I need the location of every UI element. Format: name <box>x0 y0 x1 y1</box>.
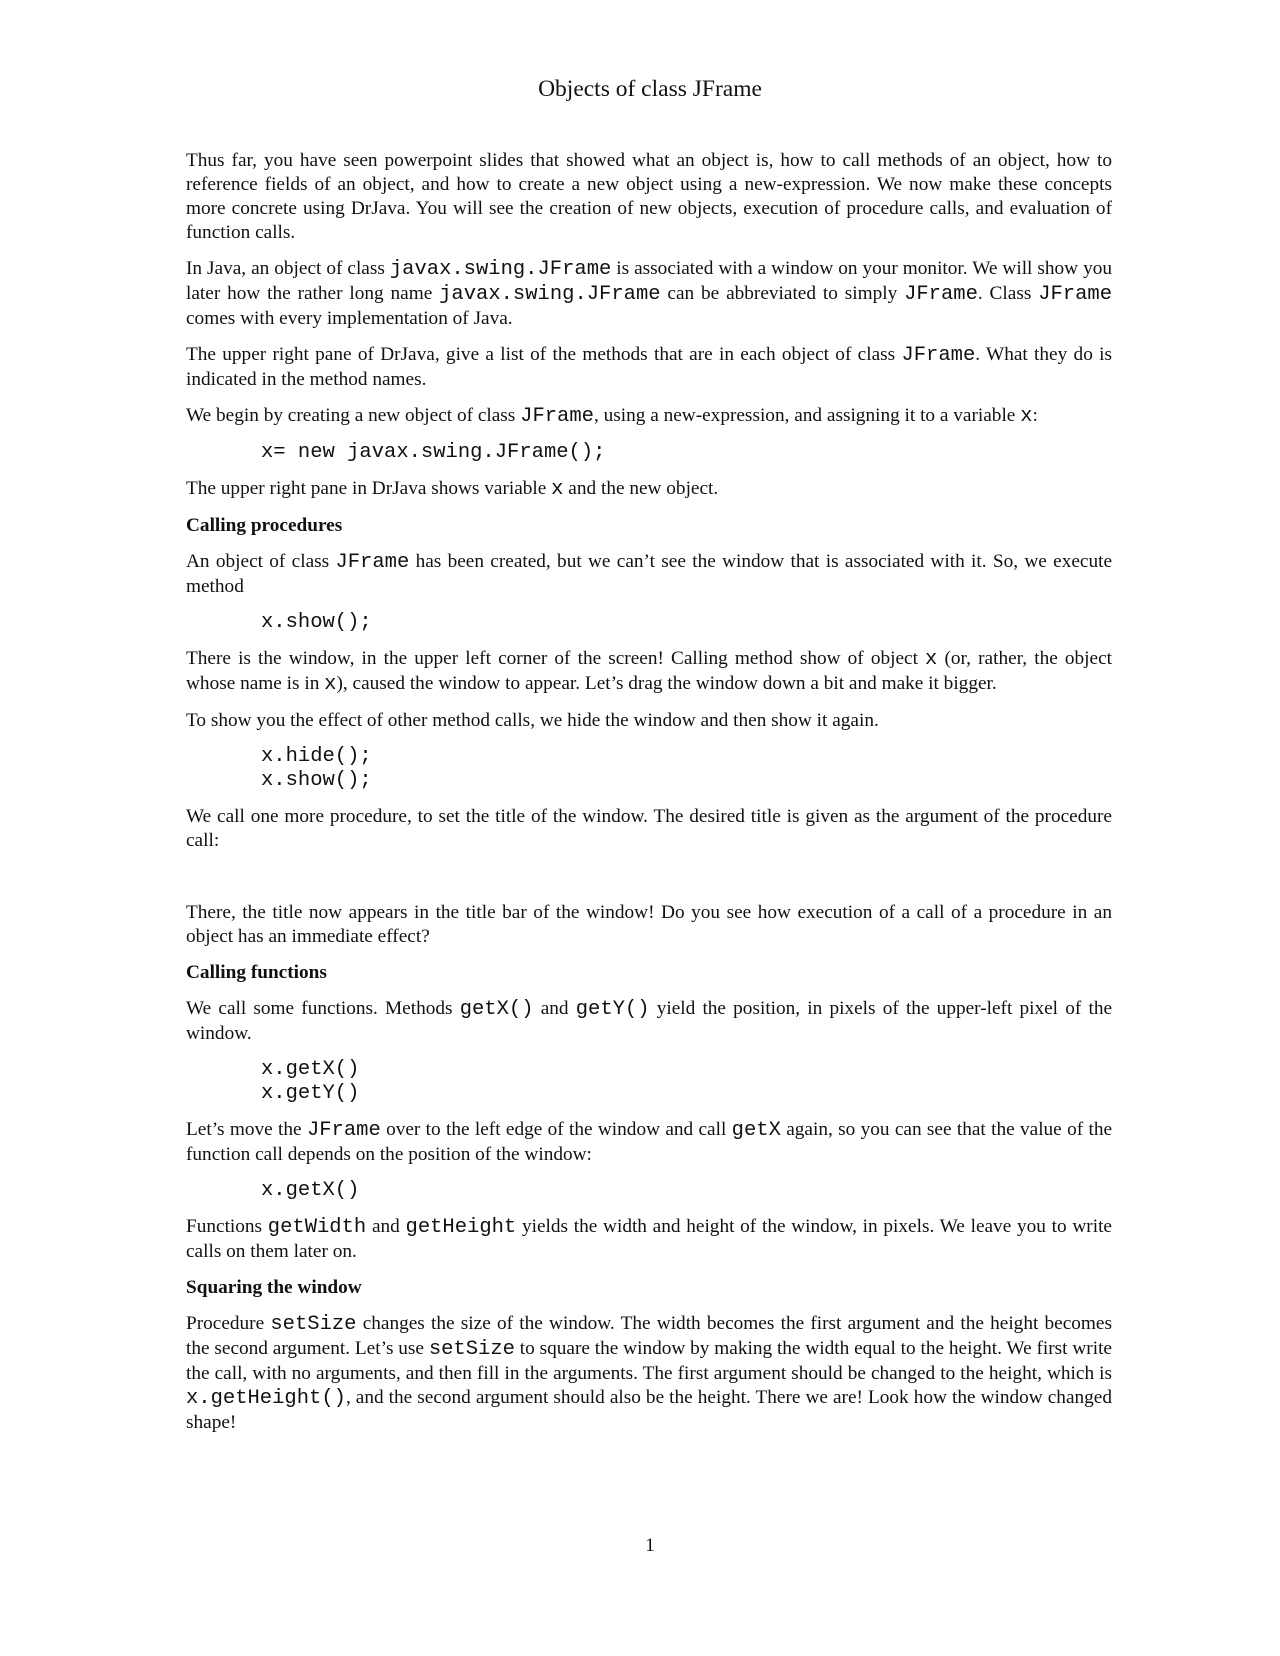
inline-code: JFrame <box>520 405 594 428</box>
inline-code: x <box>1020 405 1033 428</box>
code-block-show <box>261 611 1112 635</box>
text: There is the window, in the upper left corner of the screen! Calling method show of object <box>186 648 926 669</box>
section-heading-calling-functions: Calling functions <box>186 962 327 983</box>
text: An object of class <box>186 551 336 572</box>
paragraph-move-jframe <box>186 1118 1112 1167</box>
text: and <box>533 998 576 1019</box>
inline-code: JFrame <box>901 344 976 367</box>
inline-code: setSize <box>270 1313 357 1336</box>
page-number: 1 <box>645 1535 655 1556</box>
inline-code: x.getHeight() <box>186 1387 346 1410</box>
inline-code: getX() <box>459 998 534 1021</box>
inline-code: JFrame <box>335 551 410 574</box>
code-line: x= new javax.swing.JFrame(); <box>261 441 606 464</box>
text: Let’s move the <box>186 1119 307 1140</box>
text: yields the width and height of the window, in pixels. We leave you to write calls on them later on. <box>186 1216 1112 1262</box>
section-heading-calling-procedures: Calling procedures <box>186 515 343 536</box>
text: to square the window by making the width equal to the height. We first write the call, with no arguments, and then fill in the arguments. The first argument should be changed to the height, which is <box>186 1338 1112 1384</box>
code-line: x.show(); <box>261 611 372 634</box>
inline-code: getX <box>731 1119 781 1142</box>
page-title: Objects of class JFrame <box>538 76 762 102</box>
paragraph-set-title: We call one more procedure, to set the title of the window. The desired title is given as the argument of the procedure call: <box>186 806 1112 851</box>
code-block-new-jframe <box>261 441 1112 465</box>
text: can be abbreviated to simply <box>660 283 905 304</box>
paragraph-execute-method <box>186 550 1112 599</box>
text: Procedure <box>186 1313 271 1334</box>
text: again, so you can see that the value of the function call depends on the position of the window: <box>186 1119 1113 1165</box>
inline-code: x <box>324 673 337 696</box>
paragraph-jframe-class <box>186 257 1112 331</box>
inline-code: x <box>551 478 564 501</box>
document-body <box>186 149 1112 1447</box>
text: over to the left edge of the window and call <box>380 1119 732 1140</box>
paragraph-setsize <box>186 1312 1112 1435</box>
text: The upper right pane in DrJava shows variable <box>186 478 552 499</box>
text: Functions <box>186 1216 268 1237</box>
code-block-hide-show <box>261 745 1112 793</box>
paragraph-width-height <box>186 1215 1112 1264</box>
text: yield the position, in pixels of the upper-left pixel of the window. <box>186 998 1113 1044</box>
inline-code: setSize <box>428 1338 515 1361</box>
paragraph-getx-gety <box>186 997 1112 1046</box>
paragraph-hide-show: To show you the effect of other method calls, we hide the window and then show it again. <box>186 710 879 731</box>
text: . Class <box>977 283 1039 304</box>
text: The upper right pane of DrJava, give a list of the methods that are in each object of class <box>186 344 902 365</box>
paragraph-variable-x <box>186 477 1112 502</box>
code-block-getx <box>261 1179 1112 1203</box>
paragraph-new-expression <box>186 404 1112 429</box>
paragraph-intro: Thus far, you have seen powerpoint slides that showed what an object is, how to call methods of an object, how to reference fields of an object, and how to create a new object using a new-expression. We now make these concepts more concrete using DrJava. You will see the creation of new objects, execution of procedure calls, and evaluation of function calls. <box>186 150 1112 243</box>
text: , using a new-expression, and assigning it to a variable <box>593 405 1021 426</box>
text: is associated with a window on your monitor. We will show you later how the rather long name <box>186 258 1112 304</box>
paragraph-upper-right-pane <box>186 343 1112 392</box>
inline-code: JFrame <box>904 283 978 306</box>
text: We begin by creating a new object of class <box>186 405 521 426</box>
section-heading-squaring-window: Squaring the window <box>186 1277 362 1298</box>
blank-space <box>186 865 1112 901</box>
code-line: x.getY() <box>261 1082 360 1105</box>
inline-code: javax.swing.JFrame <box>439 283 661 306</box>
text: ), caused the window to appear. Let’s drag the window down a bit and make it bigger. <box>336 673 997 694</box>
text: changes the size of the window. The width becomes the first argument and the height becomes the second argument. Let’s use <box>186 1313 1112 1359</box>
text: comes with every implementation of Java. <box>186 308 513 329</box>
text: , and the second argument should also be the height. There we are! Look how the window changed shape! <box>186 1387 1112 1433</box>
text: In Java, an object of class <box>186 258 390 279</box>
text: We call some functions. Methods <box>186 998 460 1019</box>
paragraph-window-appears <box>186 647 1112 697</box>
text: : <box>1032 405 1038 426</box>
code-line: x.hide(); <box>261 745 372 768</box>
inline-code: javax.swing.JFrame <box>389 258 612 281</box>
inline-code: x <box>925 648 938 671</box>
paragraph-title-appears: There, the title now appears in the title bar of the window! Do you see how execution of a call of a procedure in an object has an immediate effect? <box>186 902 1112 947</box>
text: . What they do is indicated in the method names. <box>186 344 1112 390</box>
code-line: x.show(); <box>261 769 372 792</box>
text: has been created, but we can’t see the window that is associated with it. So, we execute method <box>186 551 1113 597</box>
inline-code: getY() <box>575 998 650 1021</box>
inline-code: JFrame <box>1038 283 1112 306</box>
inline-code: JFrame <box>306 1119 381 1142</box>
code-line: x.getX() <box>261 1058 360 1081</box>
text: (or, rather, the object whose name is in <box>186 648 1112 694</box>
inline-code: getWidth <box>267 1216 367 1239</box>
inline-code: getHeight <box>405 1216 517 1239</box>
code-line: x.getX() <box>261 1179 360 1202</box>
code-block-getx-gety <box>261 1058 1112 1106</box>
text: and the new object. <box>563 478 719 499</box>
text: and <box>366 1216 406 1237</box>
